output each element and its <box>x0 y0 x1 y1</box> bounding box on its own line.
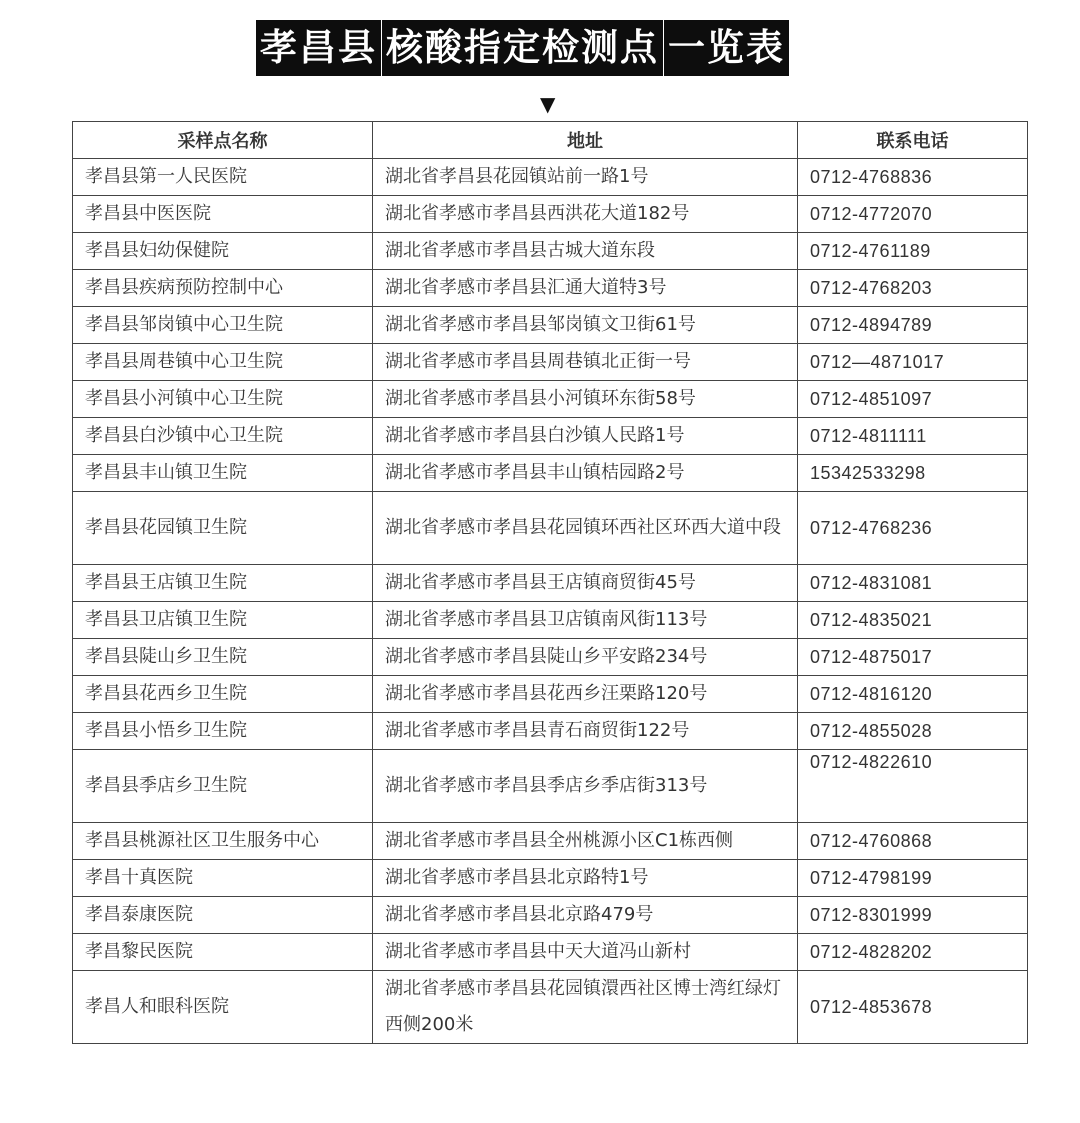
site-phone-cell: 0712-4875017 <box>798 639 1028 676</box>
site-phone-cell: 0712-8301999 <box>798 897 1028 934</box>
site-address-cell: 湖北省孝感市孝昌县周巷镇北正街一号 <box>373 344 798 381</box>
table-row <box>73 750 1028 823</box>
table-row <box>73 823 1028 860</box>
site-address-cell: 湖北省孝感市孝昌县小河镇环东街58号 <box>373 381 798 418</box>
table-row <box>73 159 1028 196</box>
site-phone-cell: 0712-4798199 <box>798 860 1028 897</box>
table-row <box>73 418 1028 455</box>
table-header-row <box>73 122 1028 159</box>
site-phone-cell: 0712-4816120 <box>798 676 1028 713</box>
site-name-cell: 孝昌县花西乡卫生院 <box>73 676 373 713</box>
site-phone-cell: 0712-4835021 <box>798 602 1028 639</box>
site-name-cell: 孝昌县王店镇卫生院 <box>73 565 373 602</box>
site-address-cell: 湖北省孝感市孝昌县卫店镇南风街113号 <box>373 602 798 639</box>
site-phone-cell: 0712-4760868 <box>798 823 1028 860</box>
header-phone: 联系电话 <box>798 122 1028 159</box>
site-phone-cell: 0712-4772070 <box>798 196 1028 233</box>
table-row <box>73 492 1028 565</box>
site-address-cell: 湖北省孝感市孝昌县中天大道冯山新村 <box>373 934 798 971</box>
table-row <box>73 344 1028 381</box>
table-row <box>73 455 1028 492</box>
site-address-cell: 湖北省孝感市孝昌县花园镇环西社区环西大道中段 <box>373 492 798 565</box>
table-row <box>73 381 1028 418</box>
site-address-cell: 湖北省孝感市孝昌县花西乡汪栗路120号 <box>373 676 798 713</box>
site-phone-cell: 0712-4831081 <box>798 565 1028 602</box>
table-row <box>73 307 1028 344</box>
site-phone-cell: 0712-4853678 <box>798 971 1028 1044</box>
site-name-cell: 孝昌县疾病预防控制中心 <box>73 270 373 307</box>
site-address-cell: 湖北省孝感市孝昌县全州桃源小区C1栋西侧 <box>373 823 798 860</box>
site-phone-cell: 0712-4894789 <box>798 307 1028 344</box>
site-name-cell: 孝昌十真医院 <box>73 860 373 897</box>
site-name-cell: 孝昌县陡山乡卫生院 <box>73 639 373 676</box>
site-name-cell: 孝昌县妇幼保健院 <box>73 233 373 270</box>
table-row <box>73 270 1028 307</box>
site-address-cell: 湖北省孝感市孝昌县汇通大道特3号 <box>373 270 798 307</box>
site-phone-cell: 15342533298 <box>798 455 1028 492</box>
site-phone-cell: 0712-4828202 <box>798 934 1028 971</box>
site-address-cell: 湖北省孝感市孝昌县白沙镇人民路1号 <box>373 418 798 455</box>
site-name-cell: 孝昌县丰山镇卫生院 <box>73 455 373 492</box>
site-name-cell: 孝昌县季店乡卫生院 <box>73 750 373 823</box>
table-row <box>73 233 1028 270</box>
site-name-cell: 孝昌人和眼科医院 <box>73 971 373 1044</box>
table-row <box>73 713 1028 750</box>
table-row <box>73 565 1028 602</box>
header-name: 采样点名称 <box>73 122 373 159</box>
table-row <box>73 196 1028 233</box>
site-address-cell: 湖北省孝感市孝昌县西洪花大道182号 <box>373 196 798 233</box>
site-address-cell: 湖北省孝感市孝昌县北京路479号 <box>373 897 798 934</box>
table-body <box>73 159 1028 1044</box>
site-name-cell: 孝昌县桃源社区卫生服务中心 <box>73 823 373 860</box>
table-row <box>73 639 1028 676</box>
table-row <box>73 676 1028 713</box>
site-address-cell: 湖北省孝感市孝昌县古城大道东段 <box>373 233 798 270</box>
table-row <box>73 934 1028 971</box>
table-row <box>73 860 1028 897</box>
site-phone-cell: 0712-4761189 <box>798 233 1028 270</box>
site-name-cell: 孝昌县卫店镇卫生院 <box>73 602 373 639</box>
table-row <box>73 602 1028 639</box>
site-name-cell: 孝昌县周巷镇中心卫生院 <box>73 344 373 381</box>
site-phone-cell: 0712-4768836 <box>798 159 1028 196</box>
table-row <box>73 971 1028 1044</box>
site-address-cell: 湖北省孝感市孝昌县季店乡季店街313号 <box>373 750 798 823</box>
site-address-cell: 湖北省孝感市孝昌县花园镇澴西社区博士湾红绿灯西侧200米 <box>373 971 798 1044</box>
site-phone-cell: 0712-4768236 <box>798 492 1028 565</box>
site-name-cell: 孝昌县邹岗镇中心卫生院 <box>73 307 373 344</box>
site-phone-cell: 0712-4851097 <box>798 381 1028 418</box>
down-arrow-icon: ▼ <box>540 92 556 116</box>
site-name-cell: 孝昌县小悟乡卫生院 <box>73 713 373 750</box>
site-phone-cell: 0712-4855028 <box>798 713 1028 750</box>
site-address-cell: 湖北省孝感市孝昌县邹岗镇文卫街61号 <box>373 307 798 344</box>
title-part-1: 孝昌县 <box>256 20 381 76</box>
site-address-cell: 湖北省孝感市孝昌县北京路特1号 <box>373 860 798 897</box>
site-name-cell: 孝昌县中医医院 <box>73 196 373 233</box>
testing-sites-table <box>72 121 1028 1044</box>
site-address-cell: 湖北省孝感市孝昌县青石商贸街122号 <box>373 713 798 750</box>
site-address-cell: 湖北省孝感市孝昌县陡山乡平安路234号 <box>373 639 798 676</box>
site-name-cell: 孝昌县小河镇中心卫生院 <box>73 381 373 418</box>
site-name-cell: 孝昌县第一人民医院 <box>73 159 373 196</box>
title-part-2: 核酸指定检测点 <box>382 20 663 76</box>
header-address: 地址 <box>373 122 798 159</box>
site-phone-cell: 0712-4822610 <box>798 750 1028 823</box>
site-name-cell: 孝昌县花园镇卫生院 <box>73 492 373 565</box>
site-name-cell: 孝昌县白沙镇中心卫生院 <box>73 418 373 455</box>
site-address-cell: 湖北省孝昌县花园镇站前一路1号 <box>373 159 798 196</box>
title-part-3: 一览表 <box>664 20 789 76</box>
page-title <box>256 20 790 76</box>
site-address-cell: 湖北省孝感市孝昌县王店镇商贸街45号 <box>373 565 798 602</box>
site-phone-cell: 0712-4768203 <box>798 270 1028 307</box>
site-phone-cell: 0712—4871017 <box>798 344 1028 381</box>
site-address-cell: 湖北省孝感市孝昌县丰山镇桔园路2号 <box>373 455 798 492</box>
site-name-cell: 孝昌黎民医院 <box>73 934 373 971</box>
table-row <box>73 897 1028 934</box>
site-name-cell: 孝昌泰康医院 <box>73 897 373 934</box>
site-phone-cell: 0712-4811111 <box>798 418 1028 455</box>
